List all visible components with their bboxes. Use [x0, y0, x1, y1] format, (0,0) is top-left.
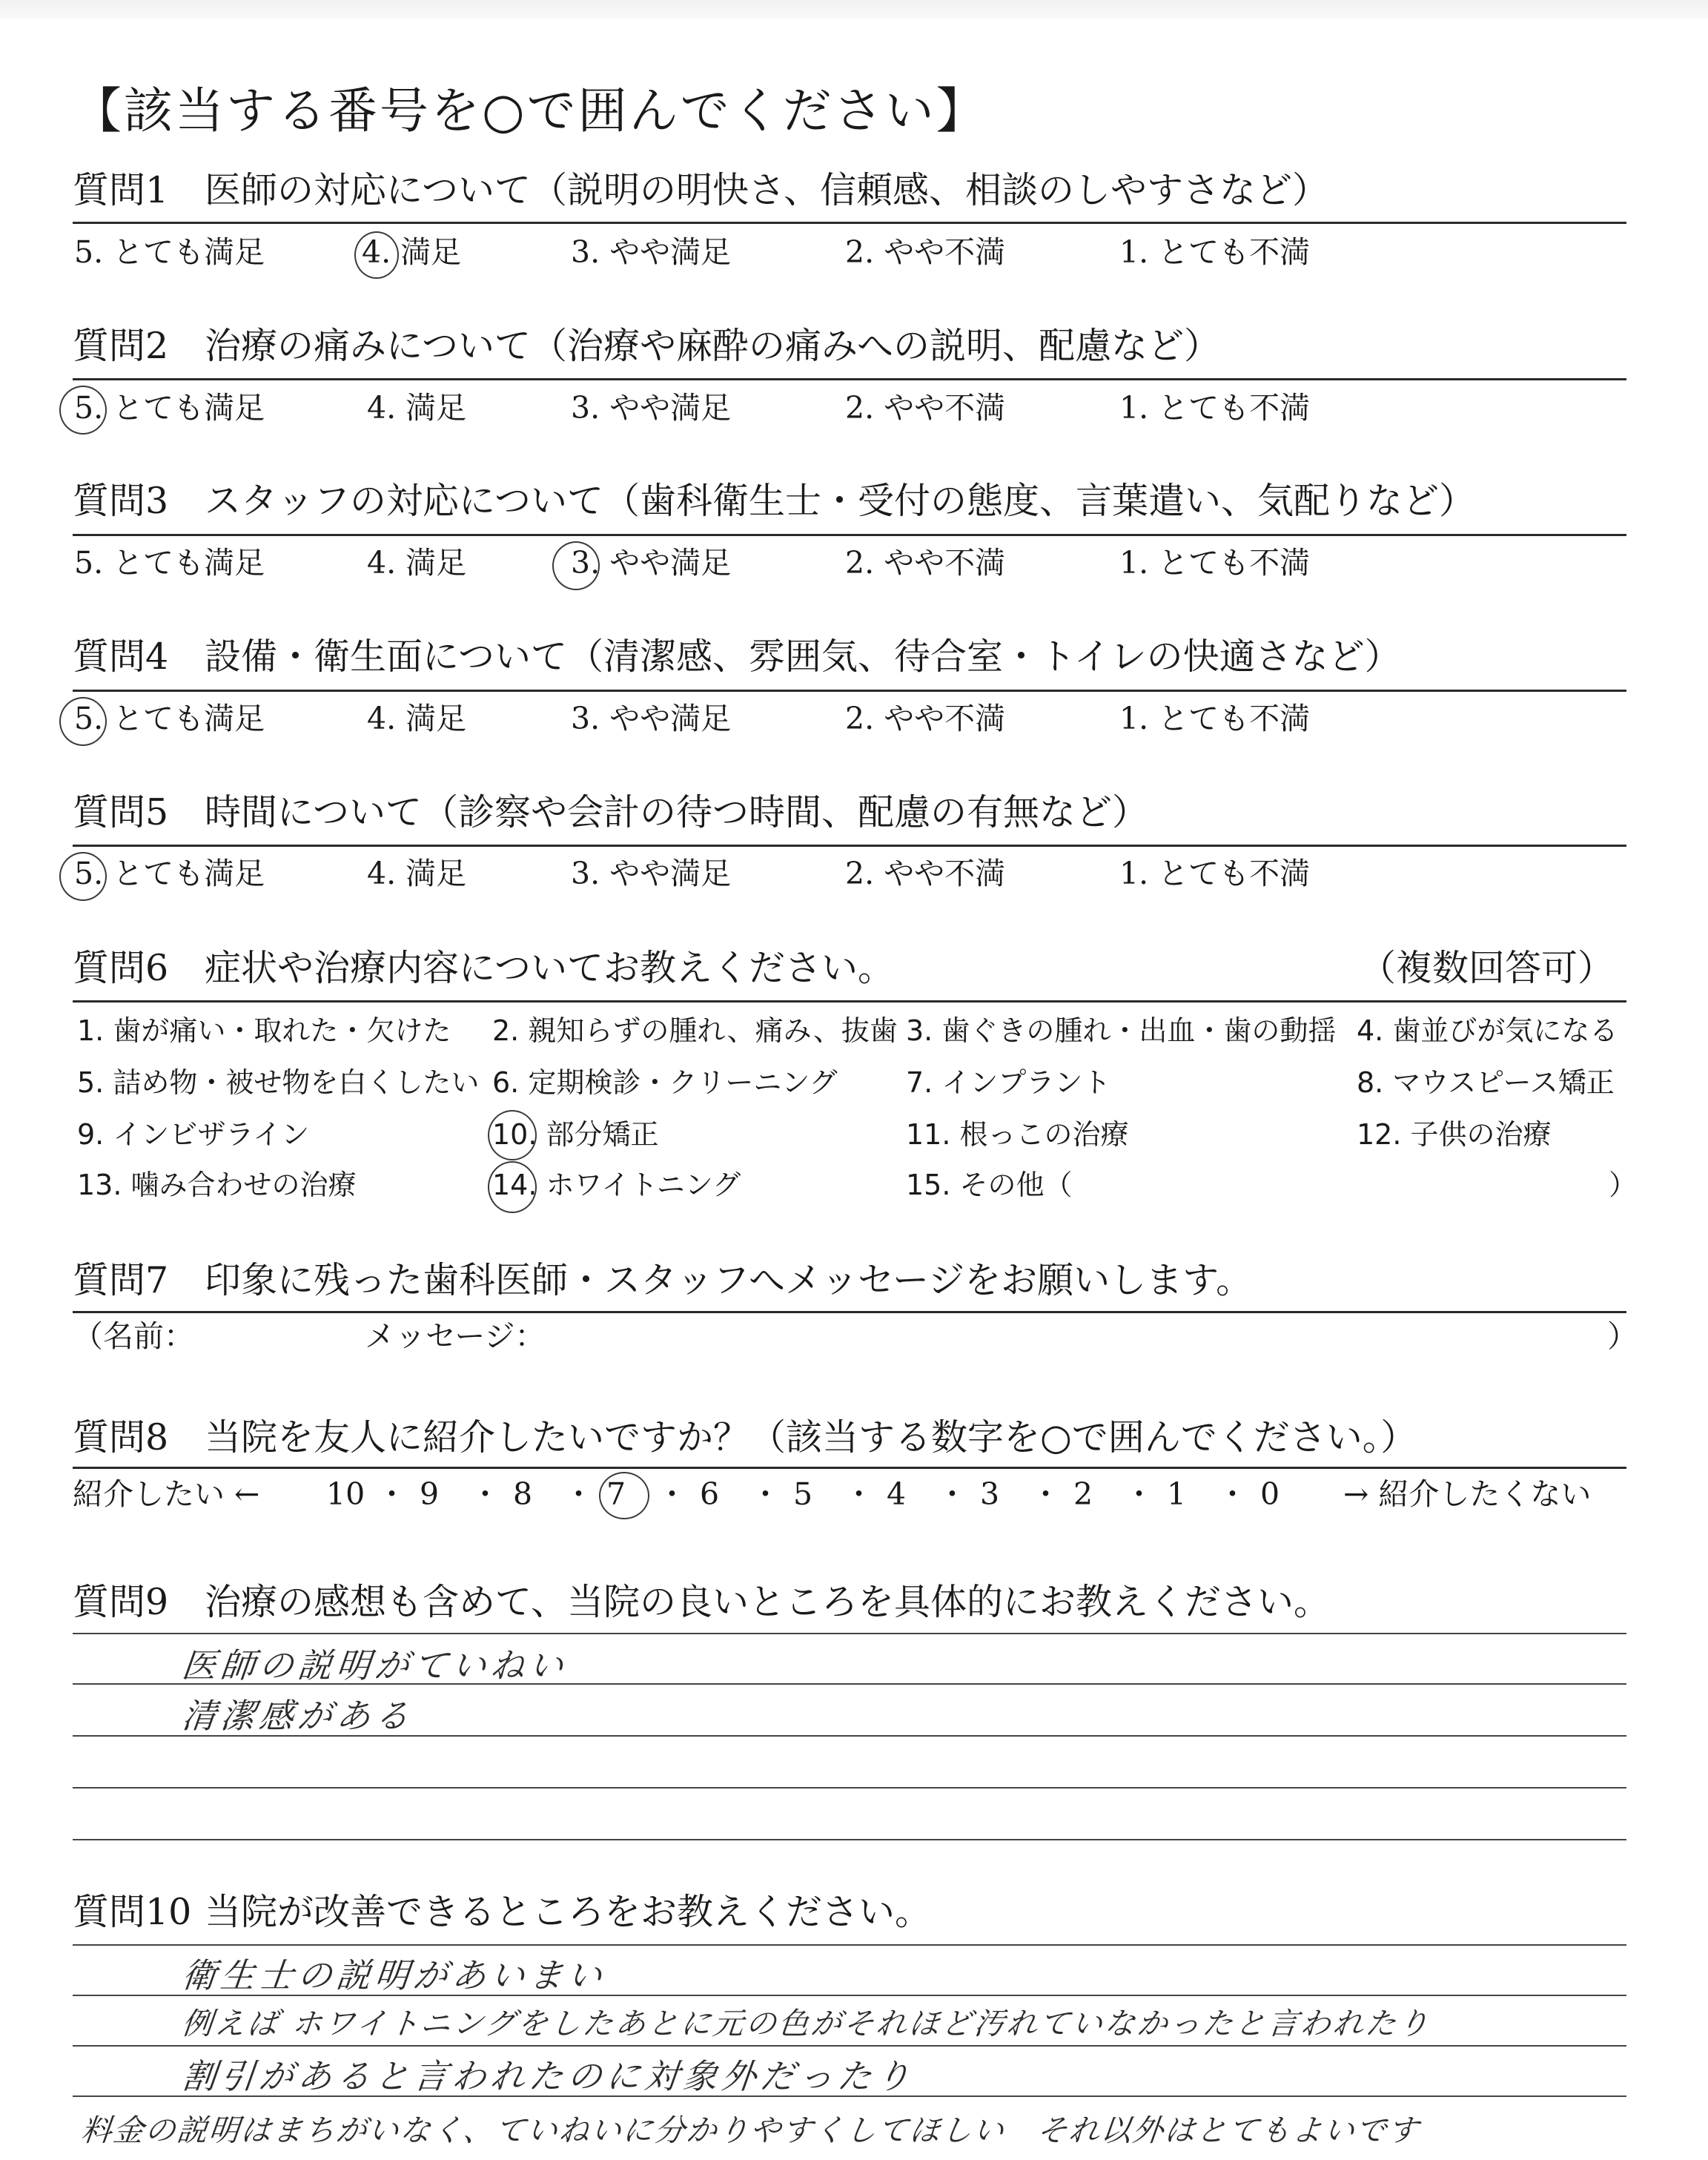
- q5-heading: [73, 790, 1148, 836]
- q6-item-5[interactable]: 5. 詰め物・被せ物を白くしたい: [77, 1066, 480, 1099]
- q6-item-14-selection-circle: [488, 1161, 537, 1213]
- q2-option-5[interactable]: 5. とても満足: [74, 390, 265, 426]
- q1-heading: [73, 168, 1328, 214]
- q5-option-3[interactable]: 3. やや満足: [571, 856, 732, 891]
- q6-item-10-selection-circle: [488, 1110, 537, 1160]
- q8-scale-separator: ・: [750, 1476, 781, 1512]
- q10-answer-3: 割引があると言われたのに対象外だったり: [179, 2056, 917, 2096]
- q10-answer-2: 例えば ホワイトニングをしたあとに元の色がそれほど汚れていなかったと言われたり: [180, 2006, 1433, 2041]
- q8-scale-separator: ・: [844, 1476, 874, 1512]
- q2-option-2[interactable]: 2. やや不満: [845, 390, 1006, 426]
- q9-line-4: [73, 1787, 1626, 1789]
- scan-top-band: [0, 0, 1708, 19]
- q3-selection-circle: [552, 541, 600, 590]
- q6-item-4[interactable]: 4. 歯並びが気になる: [1357, 1014, 1618, 1047]
- q4-option-2[interactable]: 2. やや不満: [845, 701, 1006, 736]
- q8-text: 当院を友人に紹介したいですか？（該当する数字を○で囲んでください。）: [205, 1416, 1417, 1459]
- q7-rule: [73, 1311, 1626, 1313]
- page-title: 【該当する番号を○で囲んでください】: [73, 82, 987, 139]
- q3-heading: [73, 478, 1475, 524]
- q4-option-5[interactable]: 5. とても満足: [74, 701, 265, 736]
- q7-heading: [73, 1258, 1252, 1304]
- q8-scale-option-1[interactable]: 1: [1167, 1476, 1187, 1512]
- q1-option-5[interactable]: 5. とても満足: [74, 234, 265, 270]
- q6-label: 質問6: [73, 947, 169, 989]
- q2-option-1[interactable]: 1. とても不満: [1119, 390, 1311, 426]
- q4-label: 質問4: [73, 635, 169, 678]
- q8-scale-option-2[interactable]: 2: [1073, 1476, 1093, 1512]
- q9-line-5: [73, 1839, 1626, 1840]
- q8-label: 質問8: [73, 1416, 169, 1459]
- q8-scale-option-7[interactable]: 7: [606, 1476, 626, 1512]
- q6-item-12[interactable]: 12. 子供の治療: [1357, 1118, 1552, 1151]
- q8-selection-circle: [599, 1472, 649, 1519]
- q3-text: スタッフの対応について（歯科衛生士・受付の態度、言葉遣い、気配りなど）: [205, 480, 1476, 522]
- q4-option-4[interactable]: 4. 満足: [367, 701, 467, 736]
- q4-heading: [73, 634, 1401, 680]
- q2-heading: [73, 323, 1220, 369]
- q8-scale-option-0[interactable]: 0: [1260, 1476, 1280, 1512]
- q8-scale-separator: ・: [1217, 1476, 1248, 1512]
- q8-scale-option-5[interactable]: 5: [793, 1476, 813, 1512]
- q1-rule: [73, 222, 1626, 224]
- q10-label: 質問10: [73, 1891, 192, 1933]
- q9-text: 治療の感想も含めて、当院の良いところを具体的にお教えください。: [205, 1581, 1331, 1623]
- q1-text: 医師の対応について（説明の明快さ、信頼感、相談のしやすさなど）: [205, 169, 1329, 211]
- q1-option-4[interactable]: 4. 満足: [362, 234, 462, 270]
- q10-answer-4: 料金の説明はまちがいなく、ていねいに分かりやすくしてほしい それ以外はとてもよいです: [79, 2113, 1422, 2148]
- q10-line-3: [73, 2045, 1626, 2047]
- q9-line-1: [73, 1633, 1626, 1634]
- q4-text: 設備・衛生面について（清潔感、雰囲気、待合室・トイレの快適さなど）: [205, 635, 1401, 678]
- q6-item-15-other[interactable]: 15. その他（: [906, 1169, 1073, 1201]
- q8-scale-option-9[interactable]: 9: [420, 1476, 440, 1512]
- q8-scale-separator: ・: [470, 1476, 500, 1512]
- q7-label: 質問7: [73, 1259, 169, 1301]
- q7-name-label: （名前：: [73, 1318, 194, 1354]
- q8-scale-separator: ・: [657, 1476, 687, 1512]
- q9-label: 質問9: [73, 1581, 169, 1623]
- q8-scale-separator: ・: [1124, 1476, 1154, 1512]
- q6-item-6[interactable]: 6. 定期検診・クリーニング: [492, 1066, 838, 1099]
- q5-label: 質問5: [73, 791, 169, 833]
- q8-scale-option-10[interactable]: 10: [326, 1476, 365, 1512]
- q7-close-paren: ）: [1607, 1318, 1638, 1354]
- q5-option-1[interactable]: 1. とても不満: [1119, 856, 1311, 891]
- q8-scale-option-8[interactable]: 8: [513, 1476, 533, 1512]
- q1-option-3[interactable]: 3. やや満足: [571, 234, 732, 270]
- q6-item-1[interactable]: 1. 歯が痛い・取れた・欠けた: [77, 1014, 451, 1047]
- q7-message-label: メッセージ：: [365, 1318, 546, 1354]
- q8-right-label: → 紹介したくない: [1343, 1476, 1592, 1512]
- q8-scale-option-3[interactable]: 3: [980, 1476, 1000, 1512]
- q6-item-14[interactable]: 14. ホワイトニング: [492, 1169, 741, 1201]
- q4-rule: [73, 690, 1626, 692]
- q2-selection-circle: [59, 386, 107, 435]
- q2-label: 質問2: [73, 325, 169, 367]
- q9-answer-1: 医師の説明がていねい: [179, 1645, 570, 1685]
- q6-item-10[interactable]: 10. 部分矯正: [492, 1118, 659, 1151]
- q5-option-5[interactable]: 5. とても満足: [74, 856, 265, 891]
- q6-item-2[interactable]: 2. 親知らずの腫れ、痛み、抜歯: [492, 1014, 898, 1047]
- q3-option-2[interactable]: 2. やや不満: [845, 545, 1006, 581]
- q8-scale-option-4[interactable]: 4: [887, 1476, 907, 1512]
- q6-rule: [73, 1000, 1626, 1003]
- q5-text: 時間について（診察や会計の待つ時間、配慮の有無など）: [205, 791, 1149, 833]
- q5-selection-circle: [59, 852, 107, 901]
- q3-option-3[interactable]: 3. やや満足: [571, 545, 732, 581]
- q6-other-close-paren: ）: [1609, 1169, 1638, 1201]
- q6-item-13[interactable]: 13. 噛み合わせの治療: [77, 1169, 357, 1201]
- q8-scale-separator: ・: [563, 1476, 594, 1512]
- q2-option-3[interactable]: 3. やや満足: [571, 390, 732, 426]
- q1-label: 質問1: [73, 169, 169, 211]
- q6-item-3[interactable]: 3. 歯ぐきの腫れ・出血・歯の動揺: [906, 1014, 1337, 1047]
- q10-heading: [73, 1889, 931, 1935]
- q1-option-2[interactable]: 2. やや不満: [845, 234, 1006, 270]
- q3-option-4[interactable]: 4. 満足: [367, 545, 467, 581]
- q2-option-4[interactable]: 4. 満足: [367, 390, 467, 426]
- q3-rule: [73, 534, 1626, 536]
- q8-rule: [73, 1467, 1626, 1469]
- q5-option-2[interactable]: 2. やや不満: [845, 856, 1006, 891]
- q5-option-4[interactable]: 4. 満足: [367, 856, 467, 891]
- q8-left-label: 紹介したい ←: [73, 1476, 260, 1512]
- q7-text: 印象に残った歯科医師・スタッフへメッセージをお願いします。: [205, 1259, 1253, 1301]
- q8-scale-separator: ・: [1030, 1476, 1061, 1512]
- q8-scale-separator: ・: [937, 1476, 967, 1512]
- q6-item-8[interactable]: 8. マウスピース矯正: [1357, 1066, 1615, 1099]
- q8-scale-separator: ・: [377, 1476, 407, 1512]
- q6-item-11[interactable]: 11. 根っこの治療: [906, 1118, 1129, 1151]
- q2-text: 治療の痛みについて（治療や麻酔の痛みへの説明、配慮など）: [205, 325, 1221, 367]
- q1-option-1[interactable]: 1. とても不満: [1119, 234, 1311, 270]
- q5-rule: [73, 845, 1626, 847]
- q6-item-7[interactable]: 7. インプラント: [906, 1066, 1111, 1099]
- q9-heading: [73, 1579, 1330, 1625]
- q6-multi-answer-note: （複数回答可）: [1360, 947, 1615, 989]
- q8-scale-option-6[interactable]: 6: [700, 1476, 720, 1512]
- q8-heading: [73, 1415, 1417, 1461]
- q6-text: 症状や治療内容についてお教えください。: [205, 947, 895, 989]
- q10-line-1: [73, 1944, 1626, 1946]
- q10-answer-1: 衛生士の説明があいまい: [179, 1955, 609, 1995]
- q2-rule: [73, 378, 1626, 380]
- q4-selection-circle: [59, 697, 107, 746]
- q1-selection-circle: [354, 231, 399, 279]
- q3-label: 質問3: [73, 480, 169, 522]
- q6-heading: [73, 945, 894, 991]
- q4-option-1[interactable]: 1. とても不満: [1119, 701, 1311, 736]
- q9-answer-2: 清潔感がある: [179, 1696, 416, 1736]
- q4-option-3[interactable]: 3. やや満足: [571, 701, 732, 736]
- q10-text: 当院が改善できるところをお教えください。: [205, 1891, 932, 1933]
- q6-item-9[interactable]: 9. インビザライン: [77, 1118, 310, 1151]
- q3-option-1[interactable]: 1. とても不満: [1119, 545, 1311, 581]
- q3-option-5[interactable]: 5. とても満足: [74, 545, 265, 581]
